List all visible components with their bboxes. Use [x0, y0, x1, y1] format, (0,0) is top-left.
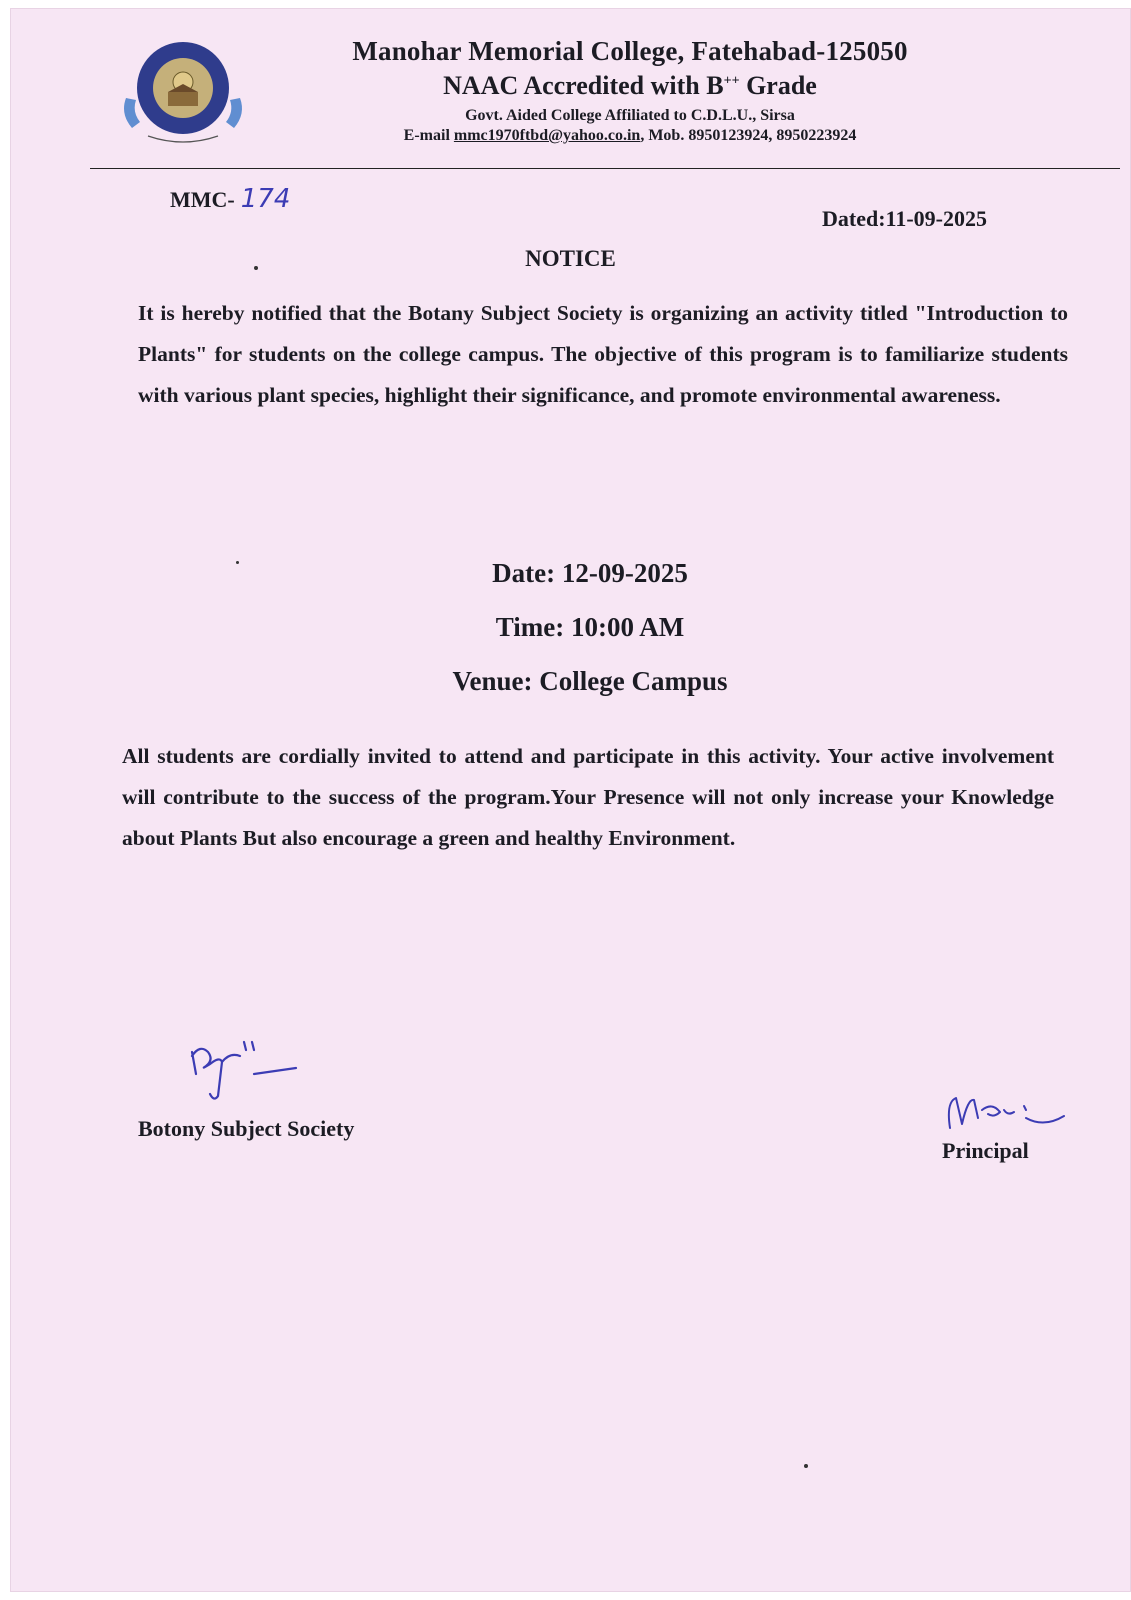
college-seal-icon — [118, 36, 248, 146]
college-name: Manohar Memorial College, Fatehabad-125050 — [352, 36, 908, 66]
principal-signature — [934, 1088, 1084, 1138]
dated-line: Dated:11-09-2025 — [822, 206, 987, 231]
email-link[interactable]: mmc1970ftbd@yahoo.co.in — [453, 127, 641, 144]
paper-speck — [254, 266, 258, 270]
reference-number: MMC- 174 — [170, 184, 291, 214]
handwritten-ref-number: 174 — [240, 184, 291, 214]
event-details — [10, 546, 1131, 708]
invitation-paragraph: All students are cordially invited to attend and participate in this activity. Your active involvement will contribute to the success of the program.Your Presence will not only increase your Knowledge about Plants But also encourage a green and healthy Environment. — [122, 744, 1054, 850]
event-date: Date: 12-09-2025 — [492, 558, 688, 588]
intro-paragraph: It is hereby notified that the Botany Subject Society is organizing an activity titled "Introduction to Plants" for students on the college campus. The objective of this program is to familiarize students with various plant species, highlight their significance, and promote environmental awareness. — [138, 301, 1068, 407]
society-signature — [170, 1022, 310, 1102]
accreditation-line: NAAC Accredited with B++ Grade — [443, 71, 817, 100]
signatory-principal: Principal — [942, 1138, 1029, 1163]
header-divider — [90, 168, 1120, 169]
event-time: Time: 10:00 AM — [495, 612, 685, 642]
letterhead — [10, 8, 1131, 188]
notice-title: NOTICE — [525, 246, 616, 271]
notice-page — [10, 8, 1131, 1592]
signatory-society: Botony Subject Society — [138, 1116, 355, 1141]
contact-line: E-mail mmc1970ftbd@yahoo.co.in, Mob. 8950123924, 8950223924 — [403, 127, 857, 144]
affiliation-line: Govt. Aided College Affiliated to C.D.L.U., Sirsa — [465, 107, 795, 124]
event-venue: Venue: College Campus — [452, 666, 728, 696]
paper-speck — [236, 561, 239, 564]
paper-speck — [804, 1464, 808, 1468]
